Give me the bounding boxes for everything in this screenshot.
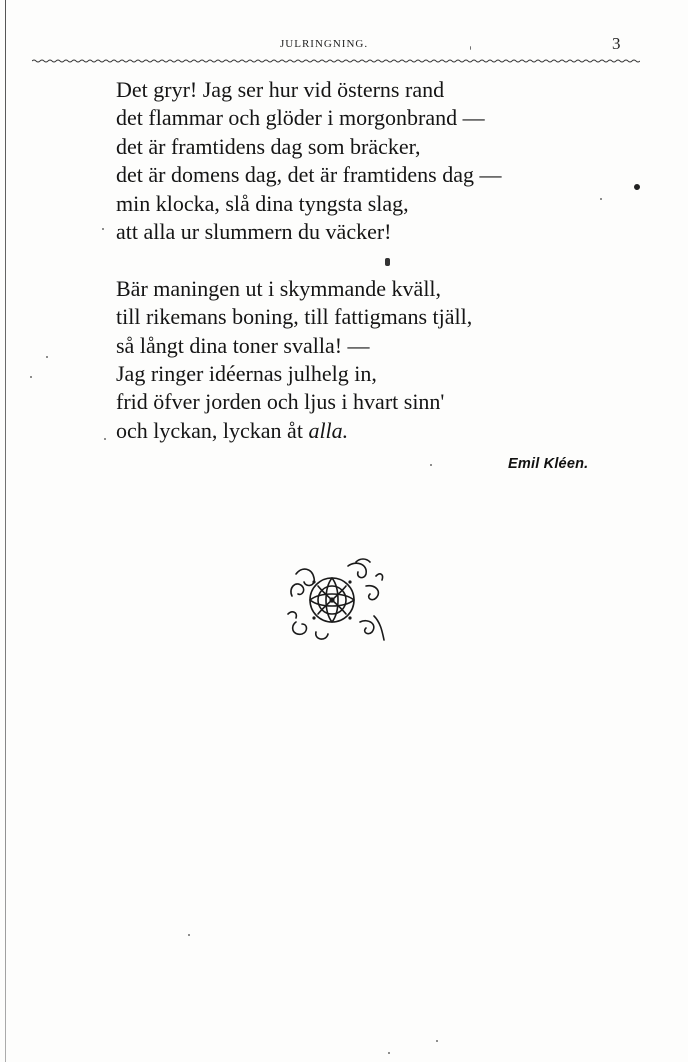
ink-speck <box>46 356 48 358</box>
ink-speck <box>388 1052 390 1054</box>
final-line-text: och lyckan, lyckan åt <box>116 417 309 443</box>
running-head <box>0 36 688 56</box>
ink-speck <box>30 376 32 378</box>
running-title: JULRINGNING. <box>280 38 369 50</box>
stanza-2 <box>116 275 636 445</box>
page-number: 3 <box>612 34 621 53</box>
poem-line: min klocka, slå dina tyngsta slag, <box>116 190 409 216</box>
stanza-break <box>116 246 636 274</box>
author-signature: Emil Kléen. <box>508 456 589 472</box>
poem-line: Det gryr! Jag ser hur vid österns rand <box>116 77 445 102</box>
ink-speck <box>436 1040 438 1042</box>
header-wavy-rule <box>32 58 640 64</box>
ink-speck <box>430 464 432 466</box>
poem-line: Jag ringer idéernas julhelg in, <box>116 360 377 386</box>
poem-line: det flammar och glöder i morgonbrand — <box>116 105 485 131</box>
ink-speck <box>634 184 640 190</box>
final-line-emphasis: alla. <box>308 417 349 443</box>
poem-line: frid öfver jorden och ljus i hvart sinn' <box>116 389 445 415</box>
poem-line: så långt dina toner svalla! — <box>116 332 370 358</box>
poem-line: till rikemans boning, till fattigmans tjäll, <box>116 304 473 330</box>
poem-body <box>116 76 636 445</box>
ink-speck <box>470 46 471 50</box>
celtic-knot-ornament-icon <box>286 556 386 642</box>
poem-line: det är domens dag, det är framtidens dag — <box>116 162 502 188</box>
poem-line: att alla ur slummern du väcker! <box>116 218 392 244</box>
poem-line-final <box>116 417 636 445</box>
ink-speck <box>600 198 602 200</box>
stanza-1 <box>116 76 636 246</box>
poem-line: Bär maningen ut i skymmande kväll, <box>116 275 442 301</box>
ink-speck <box>188 934 190 936</box>
poem-line: det är framtidens dag som bräcker, <box>116 133 421 159</box>
ink-speck <box>102 228 104 230</box>
ink-speck <box>385 258 390 266</box>
ink-speck <box>104 438 106 440</box>
page-edge-line <box>5 0 6 1062</box>
